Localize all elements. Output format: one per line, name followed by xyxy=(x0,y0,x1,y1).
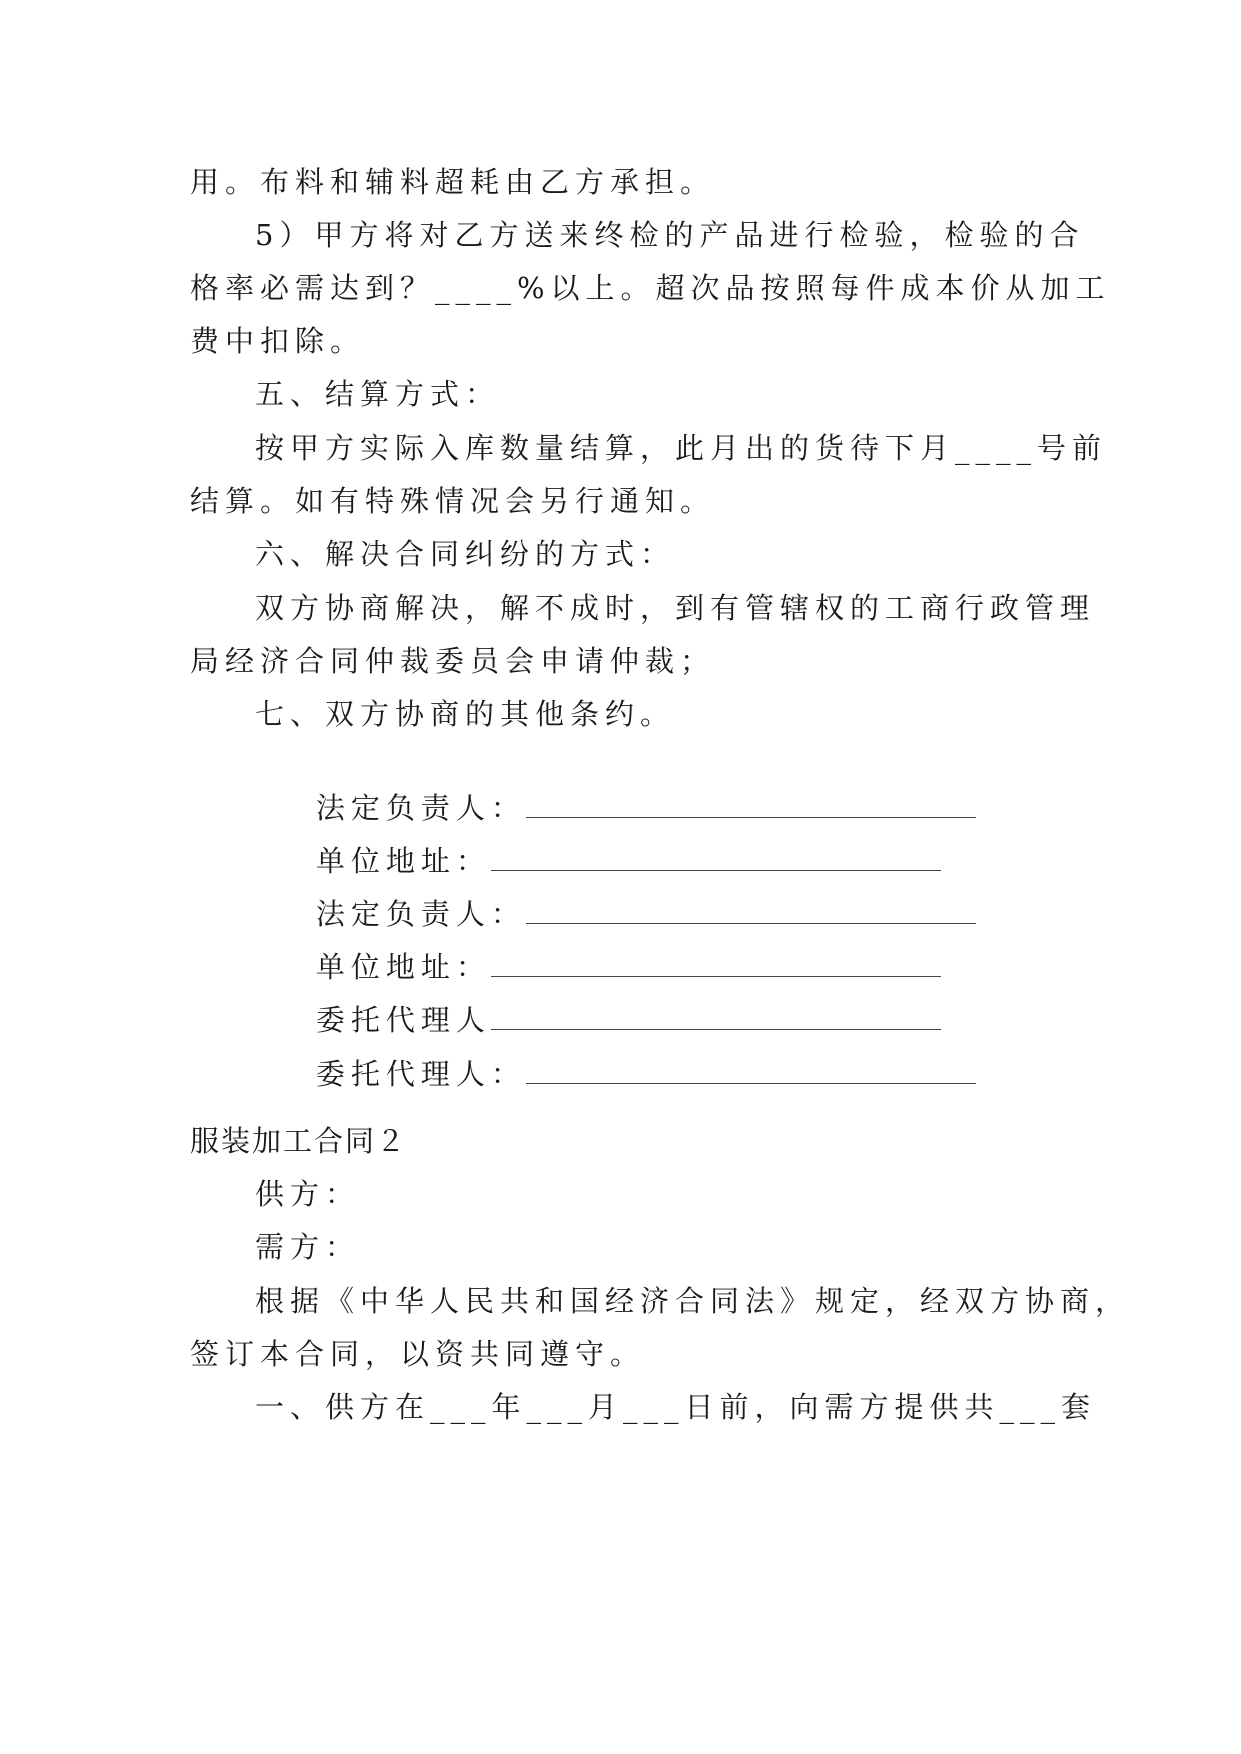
paragraph-line: 5）甲方将对乙方送来终检的产品进行检验，检验的合 xyxy=(255,218,1085,252)
field-label: 法定负责人： xyxy=(315,897,526,931)
fill-in-blank xyxy=(526,1059,976,1084)
paragraph-line: 费中扣除。 xyxy=(190,324,366,358)
field-label: 委托代理人： xyxy=(315,1057,526,1091)
paragraph-line: 按甲方实际入库数量结算，此月出的货待下月____号前 xyxy=(255,431,1108,465)
field-label: 委托代理人 xyxy=(315,1003,491,1037)
section-heading: 五、结算方式： xyxy=(255,377,501,411)
paragraph-line: 格率必需达到？____%以上。超次品按照每件成本价从加工 xyxy=(190,271,1111,305)
paragraph-line: 签订本合同，以资共同遵守。 xyxy=(190,1337,646,1371)
paragraph-line: 根据《中华人民共和国经济合同法》规定，经双方协商， xyxy=(255,1284,1131,1318)
paragraph-line: 双方协商解决，解不成时，到有管辖权的工商行政管理 xyxy=(255,591,1096,625)
paragraph-line: 一、供方在___年___月___日前，向需方提供共___套 xyxy=(255,1390,1097,1424)
section-heading: 六、解决合同纠纷的方式： xyxy=(255,537,676,571)
paragraph-line: 局经济合同仲裁委员会申请仲裁； xyxy=(190,644,716,678)
field-label: 法定负责人： xyxy=(315,791,526,825)
field-label: 单位地址： xyxy=(315,844,491,878)
paragraph-line: 结算。如有特殊情况会另行通知。 xyxy=(190,484,716,518)
section-heading: 七、双方协商的其他条约。 xyxy=(255,697,676,731)
signature-field-agent xyxy=(255,1014,976,1134)
supplier-label: 供方： xyxy=(255,1177,361,1211)
buyer-label: 需方： xyxy=(255,1230,361,1264)
field-label: 单位地址： xyxy=(315,950,491,984)
paragraph-line: 用。布料和辅料超耗由乙方承担。 xyxy=(190,165,716,199)
contract-title: 服装加工合同２ xyxy=(190,1124,408,1158)
